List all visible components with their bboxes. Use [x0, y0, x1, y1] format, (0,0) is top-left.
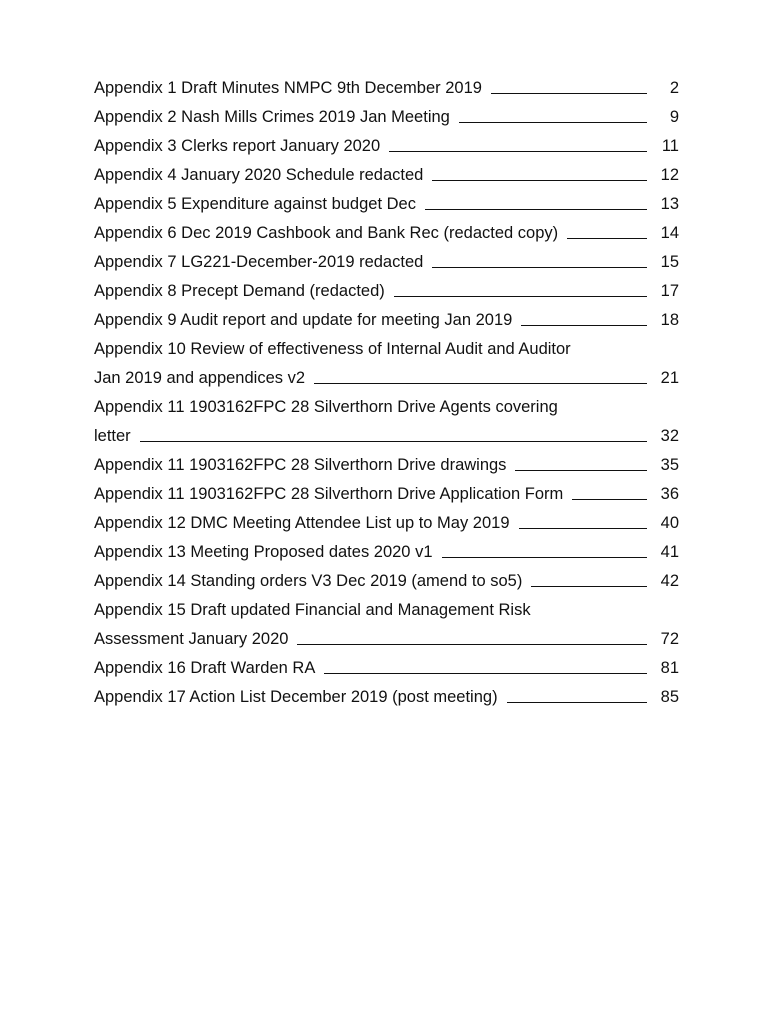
toc-entry-appendix-1[interactable]	[94, 69, 679, 98]
toc-entry-title: Appendix 11 1903162FPC 28 Silverthorn Drive Application Form	[94, 485, 564, 503]
toc-leader-line	[442, 556, 648, 558]
toc-page-number: 32	[660, 427, 679, 445]
toc-entry-appendix-7[interactable]	[94, 243, 679, 272]
toc-page-number: 13	[660, 195, 679, 213]
toc-entry-title: Appendix 15 Draft updated Financial and Management Risk	[94, 601, 531, 619]
toc-entry-title: Appendix 3 Clerks report January 2020	[94, 137, 381, 155]
toc-entry-title: Appendix 11 1903162FPC 28 Silverthorn Drive drawings	[94, 456, 507, 474]
toc-page-number: 40	[660, 514, 679, 532]
toc-entry-title: Appendix 17 Action List December 2019 (post meeting)	[94, 688, 498, 706]
toc-entry-appendix-11a-line1[interactable]	[94, 388, 679, 417]
toc-entry-appendix-3[interactable]	[94, 127, 679, 156]
toc-entry-appendix-5[interactable]	[94, 185, 679, 214]
table-of-contents	[94, 69, 679, 707]
toc-entry-appendix-15-line1[interactable]	[94, 591, 679, 620]
toc-page-number: 9	[669, 108, 679, 126]
toc-entry-appendix-12[interactable]	[94, 504, 679, 533]
toc-entry-title: Appendix 16 Draft Warden RA	[94, 659, 316, 677]
toc-page-number: 36	[660, 485, 679, 503]
toc-entry-title: Appendix 13 Meeting Proposed dates 2020 v1	[94, 543, 433, 561]
toc-entry-title: Jan 2019 and appendices v2	[94, 369, 306, 387]
toc-entry-appendix-11c[interactable]	[94, 475, 679, 504]
toc-page-number: 35	[660, 456, 679, 474]
toc-page-number: 42	[660, 572, 679, 590]
toc-entry-title: Appendix 14 Standing orders V3 Dec 2019 (amend to so5)	[94, 572, 523, 590]
toc-page-number: 81	[660, 659, 679, 677]
toc-entry-title: Appendix 10 Review of effectiveness of Internal Audit and Auditor	[94, 340, 571, 358]
toc-entry-title: Appendix 12 DMC Meeting Attendee List up to May 2019	[94, 514, 510, 532]
toc-entry-title: Appendix 9 Audit report and update for meeting Jan 2019	[94, 311, 513, 329]
toc-leader-line	[394, 295, 647, 297]
toc-entry-appendix-11b[interactable]	[94, 446, 679, 475]
toc-leader-line	[140, 440, 647, 442]
toc-leader-line	[432, 266, 647, 268]
toc-entry-title: Appendix 6 Dec 2019 Cashbook and Bank Rec (redacted copy)	[94, 224, 559, 242]
toc-entry-appendix-9[interactable]	[94, 301, 679, 330]
toc-leader-line	[515, 469, 647, 471]
toc-entry-title: Appendix 11 1903162FPC 28 Silverthorn Drive Agents covering	[94, 398, 558, 416]
toc-leader-line	[519, 527, 647, 529]
toc-entry-appendix-11a[interactable]	[94, 417, 679, 446]
toc-entry-appendix-6[interactable]	[94, 214, 679, 243]
toc-entry-title: Assessment January 2020	[94, 630, 289, 648]
toc-leader-line	[432, 179, 647, 181]
toc-entry-appendix-8[interactable]	[94, 272, 679, 301]
toc-entry-appendix-15[interactable]	[94, 620, 679, 649]
toc-entry-title: letter	[94, 427, 131, 445]
toc-page-number: 15	[660, 253, 679, 271]
toc-entry-appendix-13[interactable]	[94, 533, 679, 562]
toc-page-number: 21	[660, 369, 679, 387]
toc-leader-line	[491, 92, 647, 94]
toc-page-number: 2	[669, 79, 679, 97]
toc-entry-appendix-4[interactable]	[94, 156, 679, 185]
toc-page-number: 85	[660, 688, 679, 706]
toc-page-number: 18	[660, 311, 679, 329]
toc-leader-line	[572, 498, 647, 500]
toc-page-number: 41	[660, 543, 679, 561]
toc-leader-line	[531, 585, 647, 587]
toc-page-number: 14	[660, 224, 679, 242]
toc-entry-appendix-14[interactable]	[94, 562, 679, 591]
toc-leader-line	[425, 208, 647, 210]
toc-entry-title: Appendix 8 Precept Demand (redacted)	[94, 282, 385, 300]
toc-page-number: 72	[660, 630, 679, 648]
toc-entry-appendix-10-line1[interactable]	[94, 330, 679, 359]
toc-leader-line	[314, 382, 647, 384]
toc-entry-title: Appendix 2 Nash Mills Crimes 2019 Jan Meeting	[94, 108, 450, 126]
toc-entry-appendix-17[interactable]	[94, 678, 679, 707]
toc-entry-title: Appendix 5 Expenditure against budget Dec	[94, 195, 416, 213]
toc-leader-line	[297, 643, 647, 645]
toc-entry-appendix-10[interactable]	[94, 359, 679, 388]
toc-entry-title: Appendix 1 Draft Minutes NMPC 9th December 2019	[94, 79, 482, 97]
toc-entry-appendix-16[interactable]	[94, 649, 679, 678]
toc-entry-appendix-2[interactable]	[94, 98, 679, 127]
toc-page-number: 11	[661, 137, 679, 155]
toc-leader-line	[459, 121, 647, 123]
toc-entry-title: Appendix 7 LG221-December-2019 redacted	[94, 253, 424, 271]
toc-leader-line	[389, 150, 647, 152]
toc-leader-line	[507, 701, 647, 703]
toc-leader-line	[521, 324, 647, 326]
toc-page-number: 17	[660, 282, 679, 300]
toc-page-number: 12	[660, 166, 679, 184]
toc-leader-line	[567, 237, 647, 239]
toc-leader-line	[324, 672, 647, 674]
toc-entry-title: Appendix 4 January 2020 Schedule redacted	[94, 166, 424, 184]
